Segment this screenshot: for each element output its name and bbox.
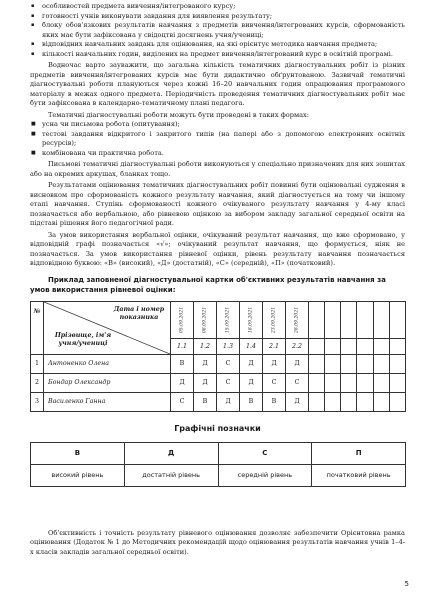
empty-header — [309, 301, 325, 338]
student-name: Антоненко Олена — [44, 354, 171, 373]
empty-header — [325, 301, 341, 338]
empty-cell — [389, 338, 405, 354]
empty-cell — [357, 392, 373, 411]
empty-cell — [341, 392, 357, 411]
level-mark: В — [171, 354, 194, 373]
empty-cell — [373, 392, 389, 411]
date-header — [286, 301, 309, 338]
level-mark: Д — [240, 354, 263, 373]
date-header — [263, 301, 286, 338]
empty-cell — [309, 392, 325, 411]
legend-level: високий рівень — [31, 464, 125, 486]
date-header — [194, 301, 217, 338]
page-number: 5 — [404, 580, 409, 588]
legend-table — [30, 442, 406, 487]
legend-code: П — [312, 442, 406, 464]
legend-code: В — [31, 442, 125, 464]
forms-list — [30, 120, 405, 158]
empty-cell — [357, 354, 373, 373]
indicator-header: 1.4 — [240, 338, 263, 354]
header-date-indicator: Дата і номер показника — [113, 305, 165, 321]
list-item: ■ тестові завдання відкритого і закритого типів (на папері або з допомогою електронних освітніх ресурсів); — [30, 130, 405, 149]
level-mark: Д — [286, 354, 309, 373]
criteria-list — [30, 2, 405, 59]
level-mark: Д — [263, 354, 286, 373]
indicator-header: 1.3 — [217, 338, 240, 354]
legend-level: середній рівень — [218, 464, 312, 486]
list-item: ▪ кількості навчальних годин, виділених на предмет вивчення/інтегрований курс в освітній програмі. — [30, 50, 405, 60]
table-row — [31, 392, 406, 411]
empty-header — [357, 301, 373, 338]
empty-cell — [373, 373, 389, 392]
example-heading: Приклад заповненої діагностувальної картки об'єктивних результатів навчання за умов використання рівневої оцінки: — [30, 275, 386, 294]
paragraph-results: Результатами оцінювання тематичних діагностувальних робіт повинні бути оцінювальні судження в висновком про сформованість кожного результату навчання, який діагностується на тому чи іншому етапі навчання. Ступінь сформованості кожного очікуваного результату навчання у 4-му класі позначається або вербальною, або рівневою оцінкою за вибором закладу загальної середньої освіти на підставі рішення його педагогічної ради. — [30, 181, 405, 227]
empty-cell — [389, 354, 405, 373]
indicator-header: 1.2 — [194, 338, 217, 354]
level-mark: Д — [194, 354, 217, 373]
date-label: 15.09.2021 — [225, 306, 231, 333]
legend-code: С — [218, 442, 312, 464]
diagnostic-card-table — [30, 301, 406, 412]
empty-cell — [309, 373, 325, 392]
empty-cell — [309, 354, 325, 373]
empty-cell — [389, 373, 405, 392]
empty-cell — [341, 338, 357, 354]
date-header — [171, 301, 194, 338]
table-row — [31, 354, 406, 373]
indicator-header: 1.1 — [171, 338, 194, 354]
empty-cell — [325, 392, 341, 411]
level-mark: Д — [286, 392, 309, 411]
empty-cell — [325, 373, 341, 392]
level-mark: В — [194, 392, 217, 411]
paragraph-written-works: Письмові тематичні діагностувальні роботи виконуються у спеціально призначених для них зошитах або на окремих аркушах, бланках тощо. — [30, 160, 405, 178]
list-item: ■ комбінована чи практична робота. — [30, 149, 405, 159]
indicator-header: 2.1 — [263, 338, 286, 354]
paragraph-forms-intro: Тематичні діагностувальні роботи можуть бути проведені в таких формах: — [48, 110, 309, 119]
paragraph-framework: Об'єктивність і точність результату рівневого оцінювання дозволяє забезпечити Орієнтовна рамка оцінювання (Додаток № 1 до Методичних рекомендацій щодо оцінювання результатів навчання учнів 1–4-х класів закладів загальної середньої освіти). — [30, 528, 405, 556]
level-mark: В — [263, 392, 286, 411]
empty-cell — [325, 338, 341, 354]
empty-cell — [389, 392, 405, 411]
level-mark: В — [240, 392, 263, 411]
student-name: Бондар Олександр — [44, 373, 171, 392]
level-mark: Д — [240, 373, 263, 392]
empty-cell — [357, 338, 373, 354]
empty-header — [373, 301, 389, 338]
date-header — [240, 301, 263, 338]
empty-header — [341, 301, 357, 338]
row-number: 1 — [31, 354, 44, 373]
empty-cell — [325, 354, 341, 373]
list-item: ■ усна чи письмова робота (опитування); — [30, 120, 405, 130]
date-label: 23.09.2021 — [271, 306, 277, 333]
empty-cell — [357, 373, 373, 392]
empty-cell — [373, 354, 389, 373]
row-number: 3 — [31, 392, 44, 411]
legend-code: Д — [124, 442, 218, 464]
empty-cell — [373, 338, 389, 354]
date-label: 05.09.2021 — [179, 306, 185, 333]
indicator-header: 2.2 — [286, 338, 309, 354]
list-item: ▪ відповідних навчальних завдань для оцінювання, на які орієнтує методика навчання предмета; — [30, 40, 405, 50]
date-label: 08.09.2021 — [202, 306, 208, 333]
level-mark: С — [286, 373, 309, 392]
legend-level: достатній рівень — [124, 464, 218, 486]
date-header — [217, 301, 240, 338]
level-mark: С — [217, 354, 240, 373]
list-item: ▪ блоку обов'язкових результатів навчання з предметів вивчення/інтегрованих курсів, сформованість яких має бути зафіксована у свідоцтві досягнень учня/учениці; — [30, 21, 405, 40]
list-item: ▪ готовності учнів виконувати завдання для виявлення результату; — [30, 12, 405, 22]
header-student-name: Прізвище, ім'я учня/учениці — [54, 331, 112, 347]
date-label: 28.09.2021 — [294, 306, 300, 333]
empty-cell — [341, 373, 357, 392]
legend-heading: Графічні позначки — [174, 423, 261, 433]
empty-cell — [341, 354, 357, 373]
level-mark: С — [171, 392, 194, 411]
level-mark: С — [217, 373, 240, 392]
number-header: № — [31, 301, 44, 354]
diagonal-header-cell — [44, 301, 171, 354]
level-mark: Д — [194, 373, 217, 392]
date-label: 18.09.2021 — [248, 306, 254, 333]
empty-header — [389, 301, 405, 338]
student-name: Василенко Ганна — [44, 392, 171, 411]
row-number: 2 — [31, 373, 44, 392]
paragraph-periodicity: Водночас варто зауважити, що загальна кількість тематичних діагностувальних робіт із різних предметів вивчення/інтегрованих курсів має бути дидактично обґрунтованою. Зазвичай тематичні діагностувальні роботи плануються через кожні 16–20 навчальних годин опрацювання програмового матеріалу в межах одного предмета. Періодичність проведення тематичних діагностувальних робіт має бути зафіксована в календарно-тематичному плані педагога. — [30, 61, 405, 107]
table-row — [31, 373, 406, 392]
level-mark: Д — [217, 392, 240, 411]
level-mark: Д — [171, 373, 194, 392]
empty-cell — [309, 338, 325, 354]
paragraph-marking: За умов використання вербальної оцінки, очікуваний результат навчання, що вже сформовано, у відповідній графі позначається «√»; очікуваний результат навчання, що формується, ніяк не позначається. За умов використання рівневої оцінки, рівень результату навчання позначається відповідною буквою: «В» (високий), «Д» (достатній), «С» (середній), «П» (початковий). — [30, 230, 405, 267]
legend-level: початковий рівень — [312, 464, 406, 486]
list-item: ▪ особливостей предмета вивчення/інтегрованого курсу; — [30, 2, 405, 12]
level-mark: С — [263, 373, 286, 392]
